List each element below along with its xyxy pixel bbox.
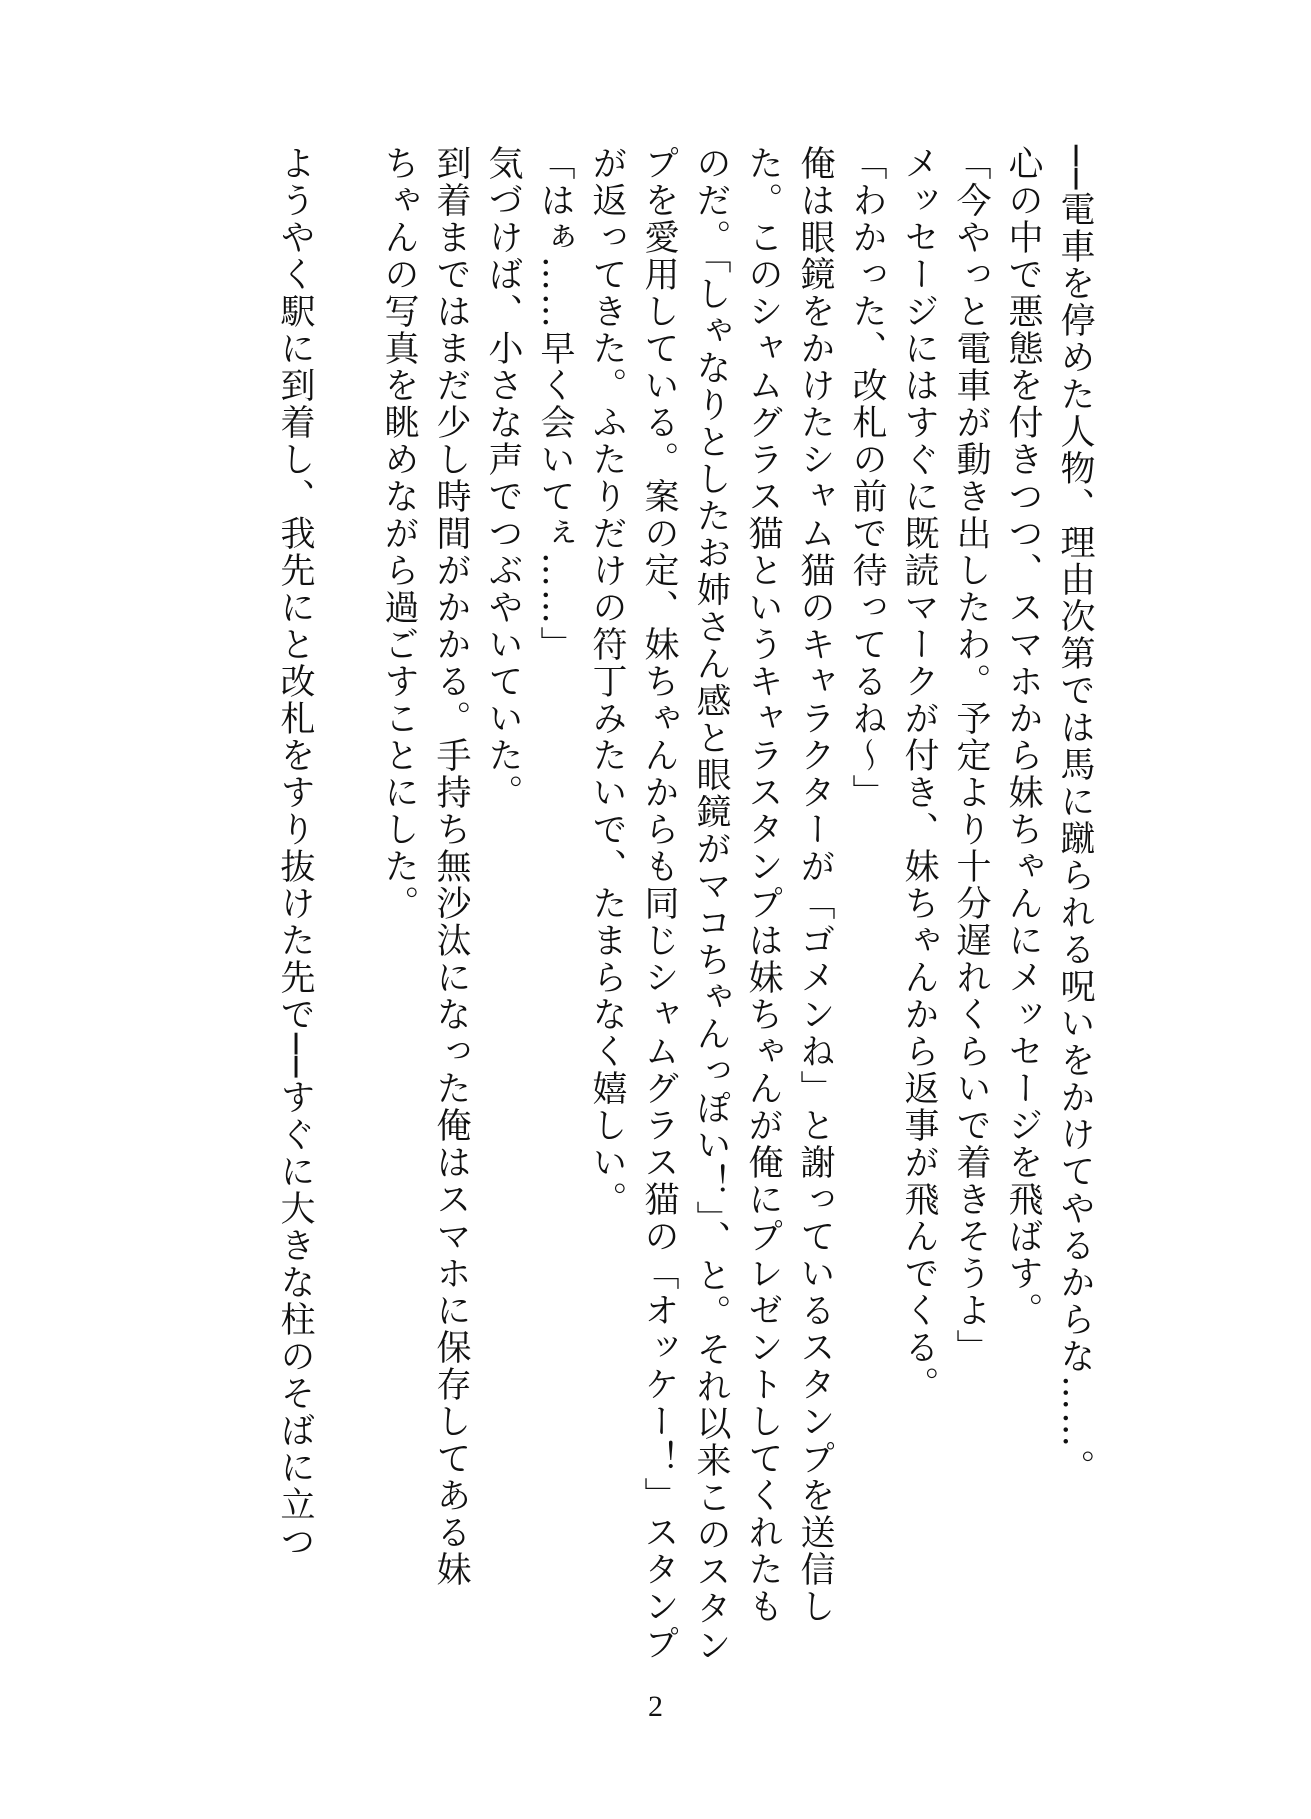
text-line: プを愛用している。案の定、妹ちゃんからも同じシャムグラス猫の「オッケー！」スタンプ: [639, 145, 679, 1662]
paragraph-break: [321, 145, 373, 1515]
text-line: 「はぁ……早く会いてぇ……」: [535, 145, 575, 663]
text-line: ──電車を停めた人物、理由次第では馬に蹴られる呪いをかけてやるからな……。: [1055, 145, 1095, 1487]
text-line: 心の中で悪態を付きつつ、スマホから妹ちゃんにメッセージを飛ばす。: [1003, 145, 1043, 1329]
text-line: ちゃんの写真を眺めながら過ごすことにした。: [379, 145, 419, 922]
text-line: た。このシャムグラス猫というキャラスタンプは妹ちゃんが俺にプレゼントしてくれたも: [743, 145, 783, 1625]
text-line: 「今やっと電車が動き出したわ。予定より十分遅れくらいで着きそうよ」: [951, 145, 991, 1366]
text-line: が返ってきた。ふたりだけの符丁みたいで、たまらなく嬉しい。: [587, 145, 627, 1218]
text-line: ようやく駅に到着し、我先にと改札をすり抜けた先で──すぐに大きな柱のそばに立つ: [275, 145, 315, 1561]
vertical-text-body: [201, 145, 1101, 1664]
text-line: 俺は眼鏡をかけたシャム猫のキャラクターが「ゴメンね」と謝っているスタンプを送信し: [795, 145, 835, 1625]
text-line: 到着まではまだ少し時間がかかる。手持ち無沙汰になった俺はスマホに保存してある妹: [431, 145, 471, 1588]
text-line: メッセージにはすぐに既読マークが付き、妹ちゃんから返事が飛んでくる。: [899, 145, 939, 1403]
text-line: 気づけば、小さな声でつぶやいていた。: [483, 145, 523, 811]
page-number: 2: [648, 1690, 663, 1723]
text-line: 「わかった、改札の前で待ってるね～」: [847, 145, 887, 811]
text-line: のだ。「しゃなりとしたお姉さん感と眼鏡がマコちゃんっぽい！」、と。それ以来このスタン: [691, 145, 731, 1664]
